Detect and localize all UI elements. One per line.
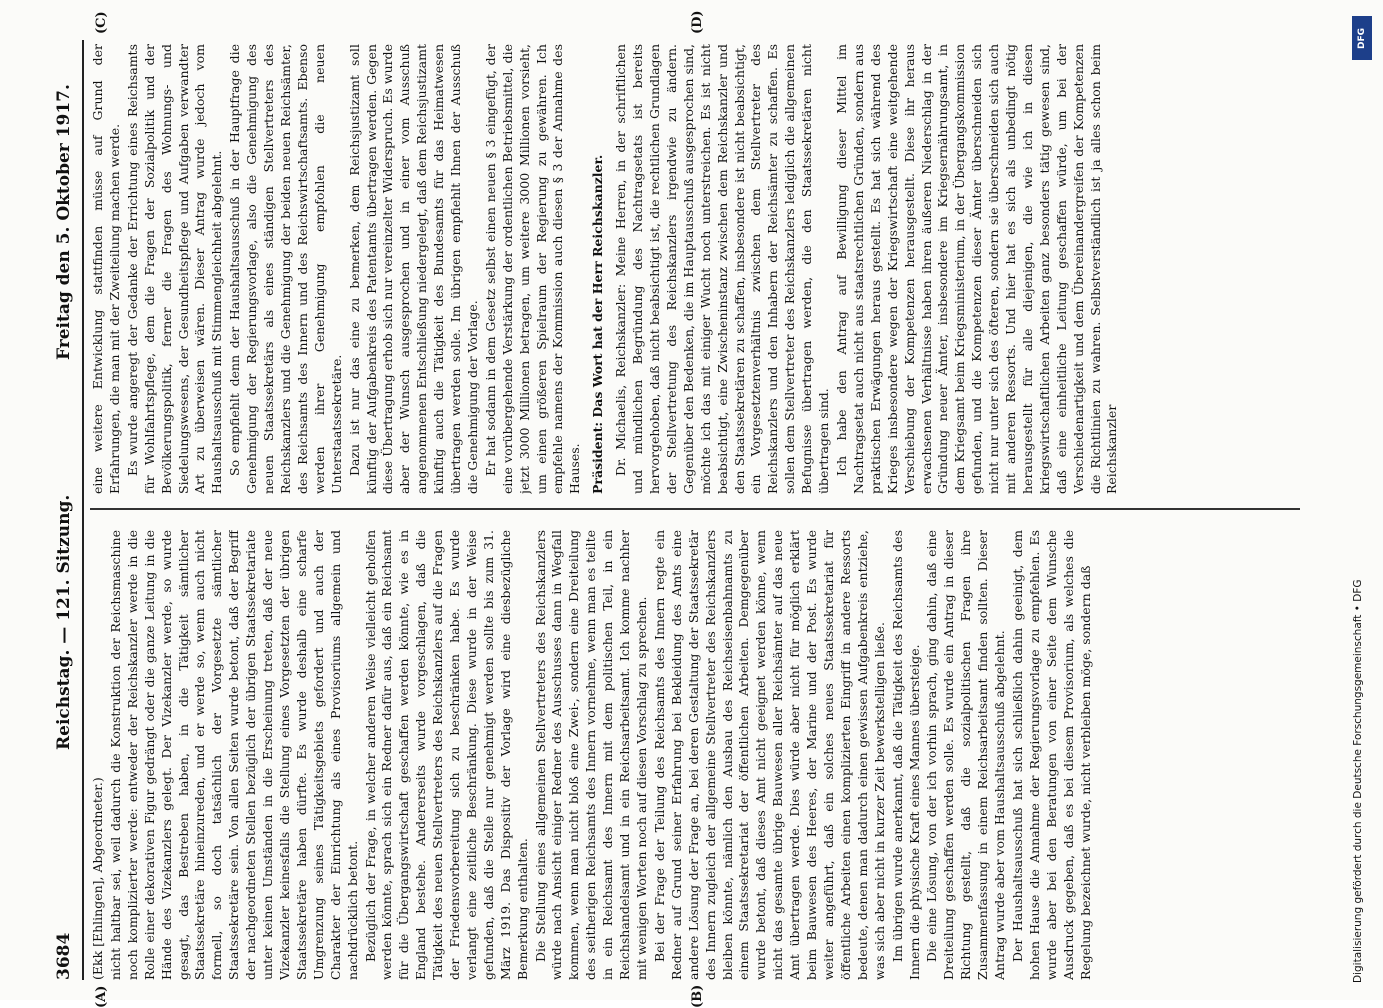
paragraph: (Ekk [Ehlingen], Abgeordneter.) <box>90 777 105 980</box>
rotated-newspaper-page <box>50 10 1330 1008</box>
paragraph: Dr. Michaelis, Reichskanzler: Meine Herren, in der schriftlichen und mündlichen Begründung des Nachtragsetats ist bereits hervorgehoben, daß nicht beabsichtigt ist, die rechtlichen Grundlagen der Stellvertretung des Reichskanzlers irgendwie zu ändern. Gegenüber den Bedenken, die im Hauptausschuß ausgesprochen sind, möchte ich das mit einiger Wucht noch unterstreichen. Es ist nicht beabsichtigt, eine Zwischeninstanz zwischen dem Reichskanzler und den Staatssekretären zu schaffen, insbesondere ist nicht beabsichtigt, ein Vorgesetztenverhältnis zwischen dem Stellvertreter des Reichskanzlers und den Inhabern der Reichsämter zu schaffen. Es sollen dem Stellvertreter des Reichskanzlers lediglich die allgemeinen Befugnisse übertragen werden, die den Staatssekretären nicht übertragen sind. <box>613 44 832 494</box>
paragraph: nicht haltbar sei, weil dadurch die Konstruktion der Reichsmaschine noch komplizierter werde: entweder der Reichskanzler werde in die Rolle einer dekorativen Figur gedrängt oder die ganze Leitung in die Hände des Vizekanzlers gelegt. Der Vizekanzler werde, so wurde gesagt, das Bestreben haben, in die Tätigkeit sämtlicher Staatssekretäre hineinzureden, und er werde so, wenn auch nicht formell, so doch tatsächlich der Vorgesetzte sämtlicher Staatssekretäre sein. Von allen Seiten wurde betont, daß der Begriff der nachgeordneten Stellen bezüglich der übrigen Staatssekretariate unter keinen Umständen in die Erscheinung treten, daß der neue Vizekanzler keinesfalls die Stellung eines Vorgesetzten der übrigen Staatssekretäre haben dürfte. Es wurde deshalb eine scharfe Umgrenzung seines Tätigkeitsgebiets gefordert und auch der Charakter der Einrichtung als eines Provisoriums allgemein und nachdrücklich betont. <box>107 530 360 980</box>
paragraph: eine weitere Entwicklung stattfinden müsse auf Grund der Erfahrungen, die man mit der Zweiteilung machen werde. <box>90 44 122 494</box>
president-remark: Präsident: Das Wort hat der Herr Reichskanzler. <box>590 154 606 494</box>
margin-mark-b: (B) <box>690 984 705 1008</box>
paragraph: Bezüglich der Frage, in welcher anderen Weise vielleicht geholfen werden könnte, sprach sich ein Redner dafür aus, daß ein Reichsamt für die Übergangswirtschaft geschaffen werden könnte, wie es in England bestehe. Andererseits wurde vorgeschlagen, daß die Tätigkeit des neuen Stellvertreters des Reichskanzlers auf die Fragen der Friedensvorbereitung sich zu beschränken habe. Es wurde verlangt eine zeitliche Beschränkung. Diese wurde in der Weise gefunden, daß die Stelle nur genehmigt werden sollte bis zum 31. März 1919. Das Dispositiv der Vorlage wird eine diesbezügliche Bemerkung enthalten. <box>362 530 530 980</box>
paragraph: Im übrigen wurde anerkannt, daß die Tätigkeit des Reichsamts des Innern die physische Kraft eines Mannes übersteige. <box>889 530 922 980</box>
page-header <box>50 40 86 980</box>
left-column <box>90 530 1300 980</box>
digitization-credit-text: Digitalisierung gefördert durch die Deutsche Forschungsgemeinschaft • DFG <box>1352 579 1364 983</box>
session-title: Reichstag. — 121. Sitzung. <box>54 494 74 750</box>
digitization-credit <box>1352 8 1376 988</box>
margin-mark-c: (C) <box>94 11 109 34</box>
paragraph: Er hat sodann in dem Gesetz selbst einen neuen § 3 eingefügt, der eine vorübergehende Verstärkung der ordentlichen Betriebsmittel, die jetzt 3000 Millionen betragen, um weitere 3000 Millionen vorsieht, um einen größeren Spielraum der Regierung zu gewähren. Ich empfehle namens der Kommission auch diesen § 3 der Annahme des Hauses. <box>482 44 583 494</box>
paragraph: Es wurde angeregt der Gedanke der Errichtung eines Reichsamts für Wohlfahrtspflege, dem die Fragen der Sozialpolitik und der Bevölkerungspolitik, ferner die Fragen des Wohnungs- und Siedelungswesens, der Gesundheitspflege und Aufgaben verwandter Art zu überweisen wären. Dieser Antrag wurde jedoch vom Haushaltsausschuß mit Stimmengleichheit abgelehnt. <box>124 44 225 494</box>
right-column <box>90 44 1300 494</box>
paragraph: Der Haushaltsausschuß hat sich schließlich dahin geeinigt, dem hohen Hause die Annahme der Regierungsvorlage zu empfehlen. Es wurde aber bei den Beratungen von einer Seite dem Wunsche Ausdruck gegeben, daß es bei diesem Provisorium, als welches die Regelung bezeichnet wurde, nicht verbleiben möge, sondern daß <box>1009 530 1093 980</box>
paragraph: Bei der Frage der Teilung des Reichsamts des Innern regte ein Redner auf Grund seiner Erfahrung bei Bekleidung des Amts eine andere Lösung der Frage an, bei deren Gestaltung der Staatssekretär des Innern zugleich der allgemeine Stellvertreter des Reichskanzlers bleiben könnte, nämlich den Ausbau des Reichseisenbahnamts zu einem Staatssekretariat der öffentlichen Arbeiten. Demgegenüber wurde betont, daß dieses Amt nicht geeignet werden könne, wenn nicht das gesamte übrige Bauwesen aller Reichsämter auf das neue Amt übertragen werde. Dies würde aber nicht für möglich erklärt beim Bauwesen des Heeres, der Marine und der Post. Es wurde weiter angeführt, daß ein solches neues Staatssekretariat für öffentliche Arbeiten einen komplizierten Eingriff in andere Ressorts bedeute, denen man dadurch einen gewissen Aufgabenkreis entziehe, was sich aber nicht in kurzer Zeit bewerkstelligen ließe. <box>651 530 887 980</box>
margin-mark-d: (D) <box>690 10 705 34</box>
dfg-logo: DFG <box>1352 16 1372 60</box>
margin-mark-a: (A) <box>94 985 109 1008</box>
paragraph: Dazu ist nur das eine zu bemerken, dem Reichsjustizamt soll künftig der Aufgabenkreis des Patentamts übertragen werden. Gegen diese Übertragung erhob sich nur vereinzelter Widerspruch. Es wurde aber der Wunsch ausgesprochen und in einer vom Ausschuß angenommenen Entschließung niedergelegt, daß dem Reichsjustizamt künftig auch die Tätigkeit des Bundesamts für das Heimatwesen übertragen werden solle. Im übrigen empfiehlt Ihnen der Ausschuß die Genehmigung der Vorlage. <box>346 44 480 494</box>
paragraph: So empfiehlt denn der Haushaltsausschuß in der Hauptfrage die Genehmigung der Regierungsvorlage, also die Genehmigung des neuen Staatssekretärs als eines ständigen Stellvertreters des Reichskanzlers und die Genehmigung der beiden neuen Reichsämter, des Reichsamts des Innern und des Reichswirtschaftsamts. Ebenso werden ihrer Genehmigung empfohlen die neuen Unterstaatssekretäre. <box>227 44 344 494</box>
paragraph: Die Stellung eines allgemeinen Stellvertreters des Reichskanzlers würde nach Ansicht einiger Redner des Ausschusses dann in Wegfall kommen, wenn man nicht bloß eine Zwei-, sondern eine Dreiteilung des seitherigen Reichsamts des Innern vornehme, wenn man es teilte in ein Reichsamt des Innern mit dem politischen Teil, in ein Reichshandelsamt und in ein Reichsarbeitsamt. Ich komme nachher mit wenigen Worten noch auf diesen Vorschlag zu sprechen. <box>532 530 649 980</box>
paragraph: Die eine Lösung, von der ich vorhin sprach, ging dahin, daß eine Dreiteilung geschaffen werden solle. Es wurde ein Antrag in dieser Richtung gestellt, daß die sozialpolitischen Fragen ihre Zusammenfassung in einem Reichsarbeitsamt finden sollten. Dieser Antrag wurde aber vom Haushaltsausschuß abgelehnt. <box>924 530 1008 980</box>
header-rule <box>82 40 84 980</box>
session-date: Freitag den 5. Oktober 1917. <box>54 84 74 360</box>
column-divider <box>90 509 1300 511</box>
page-number: 3684 <box>54 932 74 980</box>
paragraph: Ich habe den Antrag auf Bewilligung dieser Mittel im Nachtragsetat auch nicht aus staatsrechtlichen Gründen, sondern aus praktischen Erwägungen heraus gestellt. Es hat sich während des Krieges insbesondere wegen der Kriegswirtschaft eine weitgehende Verschiebung der Kompetenzen herausgestellt. Diese ihr heraus erwachsenen Verhältnisse haben ihren äußeren Niederschlag in der Gründung neuer Ämter, insbesondere im Kriegsernährungsamt, in dem Kriegsamt beim Kriegsministerium, in der Übergangskommission gefunden, und die Kompetenzen dieser Ämter überschneiden sich nicht nur unter sich des öfteren, sondern sie überschneiden sich auch mit anderen Ressorts. Und hier hat es sich als unbedingt nötig herausgestellt für alle diejenigen, die wie ich in diesen kriegswirtschaftlichen Arbeiten ganz besonders tätig gewesen sind, daß eine einheitliche Leitung geschaffen würde, um bei der Verschiedenartigkeit und dem Übereinandergreifen der Kompetenzen die Richtlinien zu wahren. Selbstverständlich ist ja alles schon beim Reichskanzler <box>833 44 1120 494</box>
